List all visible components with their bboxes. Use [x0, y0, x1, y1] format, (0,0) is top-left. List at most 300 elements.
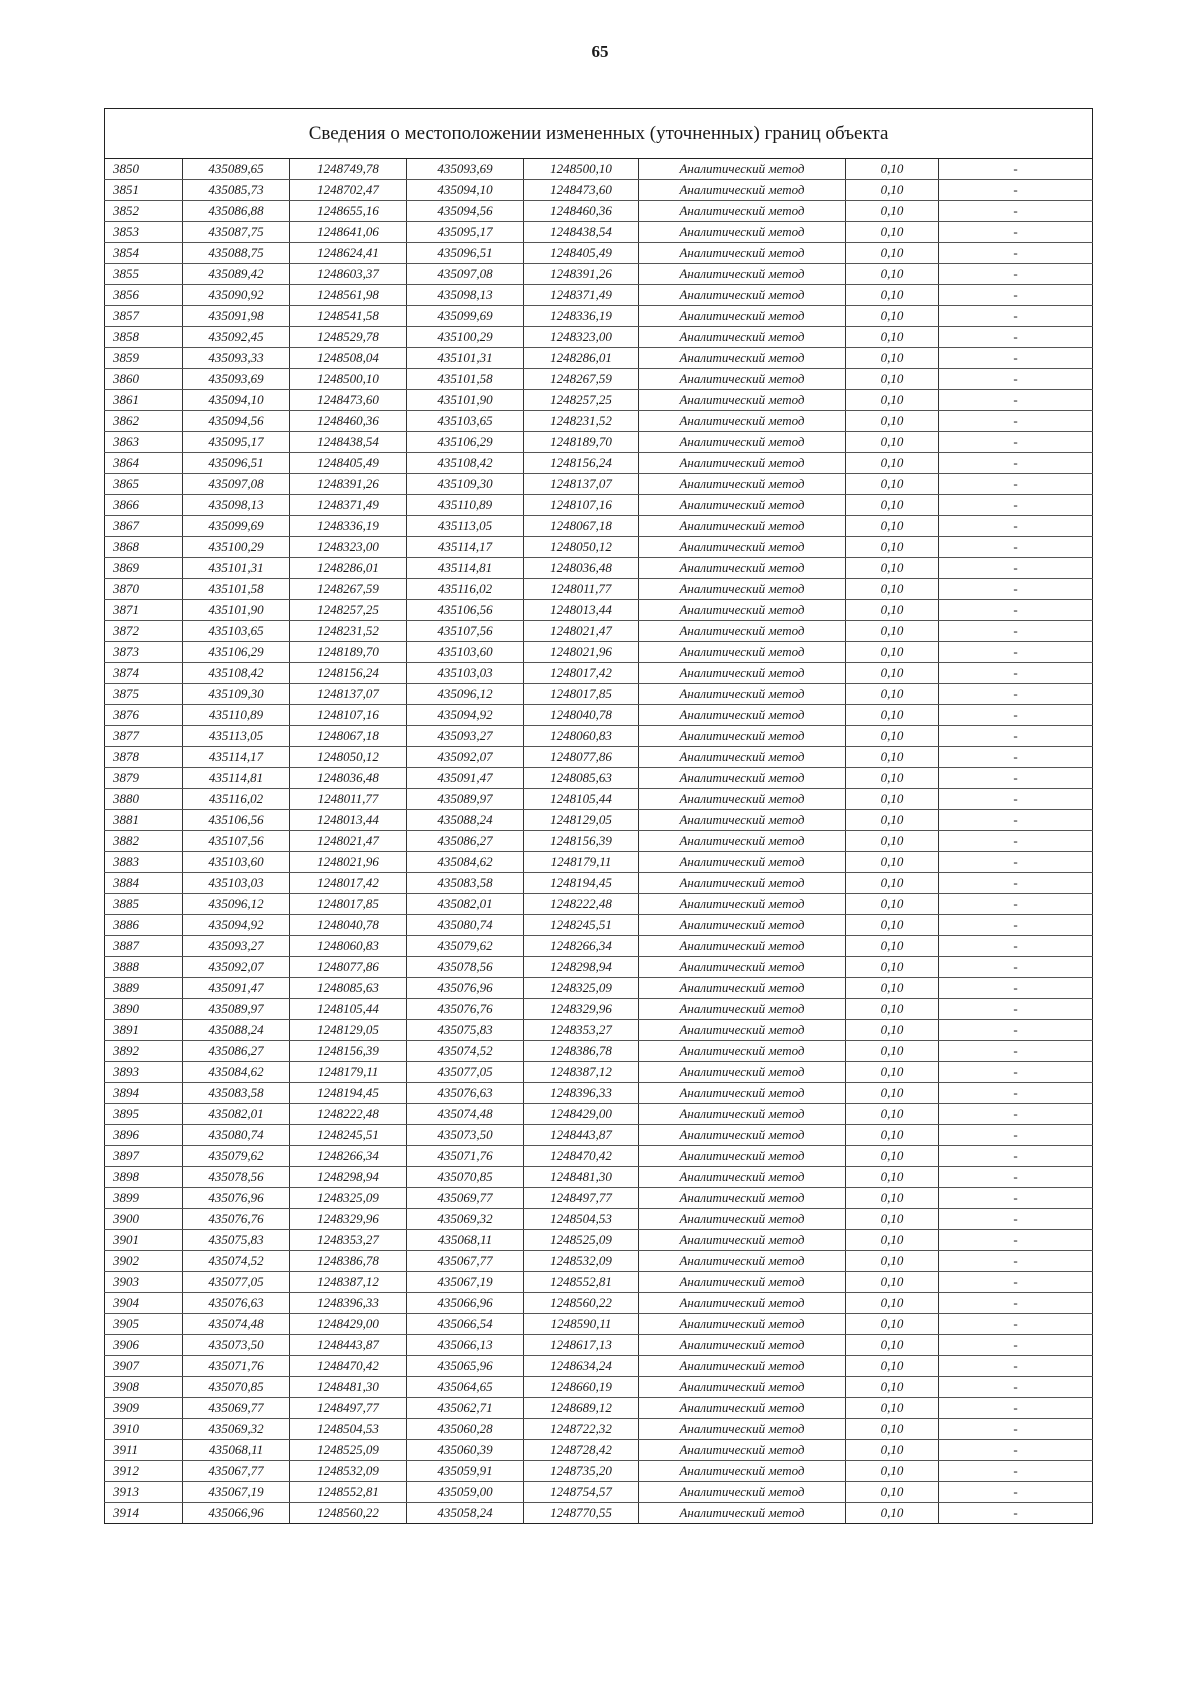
- cell-x-refined: 435107,56: [407, 621, 524, 642]
- cell-y-existing: 1248470,42: [290, 1356, 407, 1377]
- cell-point-number: 3876: [105, 705, 183, 726]
- cell-y-refined: 1248353,27: [524, 1020, 639, 1041]
- table-row: [105, 1272, 1093, 1293]
- cell-method: Аналитический метод: [639, 1419, 846, 1440]
- cell-y-existing: 1248060,83: [290, 936, 407, 957]
- table-row: [105, 831, 1093, 852]
- cell-x-refined: 435114,81: [407, 558, 524, 579]
- cell-accuracy: 0,10: [846, 1251, 939, 1272]
- cell-note: -: [939, 390, 1093, 411]
- cell-y-refined: 1248387,12: [524, 1062, 639, 1083]
- cell-y-existing: 1248266,34: [290, 1146, 407, 1167]
- cell-y-refined: 1248396,33: [524, 1083, 639, 1104]
- cell-x-existing: 435114,81: [183, 768, 290, 789]
- table-row: [105, 1146, 1093, 1167]
- table-row: [105, 390, 1093, 411]
- cell-note: -: [939, 327, 1093, 348]
- cell-method: Аналитический метод: [639, 873, 846, 894]
- cell-method: Аналитический метод: [639, 999, 846, 1020]
- table-row: [105, 1251, 1093, 1272]
- cell-method: Аналитический метод: [639, 1503, 846, 1524]
- cell-x-existing: 435096,51: [183, 453, 290, 474]
- cell-x-existing: 435088,75: [183, 243, 290, 264]
- cell-y-refined: 1248470,42: [524, 1146, 639, 1167]
- cell-x-refined: 435068,11: [407, 1230, 524, 1251]
- cell-method: Аналитический метод: [639, 264, 846, 285]
- cell-accuracy: 0,10: [846, 642, 939, 663]
- cell-point-number: 3889: [105, 978, 183, 999]
- cell-method: Аналитический метод: [639, 1041, 846, 1062]
- cell-point-number: 3874: [105, 663, 183, 684]
- cell-y-refined: 1248722,32: [524, 1419, 639, 1440]
- cell-accuracy: 0,10: [846, 1440, 939, 1461]
- cell-x-existing: 435093,33: [183, 348, 290, 369]
- cell-method: Аналитический метод: [639, 1461, 846, 1482]
- cell-point-number: 3850: [105, 159, 183, 180]
- cell-accuracy: 0,10: [846, 369, 939, 390]
- cell-x-existing: 435114,17: [183, 747, 290, 768]
- cell-accuracy: 0,10: [846, 1503, 939, 1524]
- cell-y-existing: 1248105,44: [290, 999, 407, 1020]
- cell-method: Аналитический метод: [639, 579, 846, 600]
- cell-point-number: 3899: [105, 1188, 183, 1209]
- cell-note: -: [939, 915, 1093, 936]
- cell-note: -: [939, 1125, 1093, 1146]
- table-row: [105, 1020, 1093, 1041]
- cell-method: Аналитический метод: [639, 180, 846, 201]
- cell-y-existing: 1248497,77: [290, 1398, 407, 1419]
- cell-point-number: 3905: [105, 1314, 183, 1335]
- cell-x-existing: 435069,77: [183, 1398, 290, 1419]
- cell-accuracy: 0,10: [846, 306, 939, 327]
- cell-method: Аналитический метод: [639, 1125, 846, 1146]
- cell-point-number: 3866: [105, 495, 183, 516]
- cell-y-refined: 1248266,34: [524, 936, 639, 957]
- cell-accuracy: 0,10: [846, 411, 939, 432]
- cell-y-existing: 1248443,87: [290, 1335, 407, 1356]
- cell-y-existing: 1248245,51: [290, 1125, 407, 1146]
- cell-point-number: 3907: [105, 1356, 183, 1377]
- cell-method: Аналитический метод: [639, 1083, 846, 1104]
- cell-point-number: 3901: [105, 1230, 183, 1251]
- cell-y-existing: 1248021,96: [290, 852, 407, 873]
- cell-x-existing: 435084,62: [183, 1062, 290, 1083]
- cell-x-existing: 435095,17: [183, 432, 290, 453]
- cell-point-number: 3872: [105, 621, 183, 642]
- cell-method: Аналитический метод: [639, 495, 846, 516]
- cell-note: -: [939, 957, 1093, 978]
- cell-y-refined: 1248429,00: [524, 1104, 639, 1125]
- table-row: [105, 789, 1093, 810]
- cell-note: -: [939, 1083, 1093, 1104]
- cell-accuracy: 0,10: [846, 1482, 939, 1503]
- cell-method: Аналитический метод: [639, 621, 846, 642]
- table-row: [105, 1503, 1093, 1524]
- cell-accuracy: 0,10: [846, 1125, 939, 1146]
- table-row: [105, 705, 1093, 726]
- cell-x-refined: 435091,47: [407, 768, 524, 789]
- cell-y-refined: 1248267,59: [524, 369, 639, 390]
- cell-point-number: 3879: [105, 768, 183, 789]
- cell-note: -: [1013, 1505, 1018, 1520]
- cell-x-refined: 435113,05: [407, 516, 524, 537]
- cell-y-existing: 1248017,42: [290, 873, 407, 894]
- cell-note: -: [939, 1272, 1093, 1293]
- cell-y-existing: 1248017,85: [290, 894, 407, 915]
- cell-x-refined: 435093,27: [407, 726, 524, 747]
- cell-y-existing: 1248438,54: [290, 432, 407, 453]
- cell-y-existing: 1248077,86: [290, 957, 407, 978]
- cell-y-refined: 1248617,13: [524, 1335, 639, 1356]
- cell-accuracy: 0,10: [846, 600, 939, 621]
- cell-point-number: 3880: [105, 789, 183, 810]
- cell-note: -: [939, 873, 1093, 894]
- cell-x-existing: 435106,29: [183, 642, 290, 663]
- cell-point-number: 3887: [105, 936, 183, 957]
- cell-note: -: [939, 411, 1093, 432]
- table-row: [105, 1125, 1093, 1146]
- table-row: [105, 1461, 1093, 1482]
- cell-x-existing: 435092,07: [183, 957, 290, 978]
- table-row: [105, 957, 1093, 978]
- cell-x-existing: 435101,90: [183, 600, 290, 621]
- cell-x-existing: 435101,58: [183, 579, 290, 600]
- cell-y-refined: 1248754,57: [524, 1482, 639, 1503]
- cell-y-refined: 1248245,51: [524, 915, 639, 936]
- cell-y-refined: 1248060,83: [524, 726, 639, 747]
- cell-x-existing: 435071,76: [183, 1356, 290, 1377]
- cell-x-existing: 435096,12: [183, 894, 290, 915]
- cell-y-refined: 1248500,10: [524, 159, 639, 180]
- cell-method: Аналитический метод: [639, 516, 846, 537]
- cell-point-number: 3888: [105, 957, 183, 978]
- table-row: [105, 285, 1093, 306]
- cell-note: -: [939, 1062, 1093, 1083]
- cell-point-number: 3864: [105, 453, 183, 474]
- cell-note: -: [939, 264, 1093, 285]
- cell-x-existing: 435103,65: [183, 621, 290, 642]
- cell-x-existing: 435076,63: [183, 1293, 290, 1314]
- cell-y-refined: 1248552,81: [524, 1272, 639, 1293]
- table-row: [105, 432, 1093, 453]
- cell-y-refined: 1248085,63: [524, 768, 639, 789]
- cell-point-number: 3863: [105, 432, 183, 453]
- cell-x-refined: 435094,56: [407, 201, 524, 222]
- cell-point-number: 3890: [105, 999, 183, 1020]
- cell-note: -: [939, 768, 1093, 789]
- cell-x-refined: 435094,10: [407, 180, 524, 201]
- cell-point-number: 3869: [105, 558, 183, 579]
- cell-y-existing: 1248504,53: [290, 1419, 407, 1440]
- cell-y-existing: 1248508,04: [290, 348, 407, 369]
- cell-y-existing: 1248561,98: [290, 285, 407, 306]
- cell-y-existing: 1248371,49: [290, 495, 407, 516]
- cell-x-existing: 435093,27: [183, 936, 290, 957]
- cell-accuracy: 0,10: [846, 558, 939, 579]
- table-row: [105, 978, 1093, 999]
- cell-note: -: [939, 1398, 1093, 1419]
- cell-accuracy: 0,10: [846, 1398, 939, 1419]
- cell-x-refined: 435103,65: [407, 411, 524, 432]
- cell-x-refined: 435076,63: [407, 1083, 524, 1104]
- cell-point-number: 3898: [105, 1167, 183, 1188]
- cell-x-existing: 435075,83: [183, 1230, 290, 1251]
- table-row: [105, 1398, 1093, 1419]
- cell-accuracy: 0,10: [846, 726, 939, 747]
- cell-x-refined: 435094,92: [407, 705, 524, 726]
- cell-method: Аналитический метод: [639, 1335, 846, 1356]
- cell-method: Аналитический метод: [639, 957, 846, 978]
- table-row: [105, 1293, 1093, 1314]
- cell-method: Аналитический метод: [639, 390, 846, 411]
- cell-y-refined: 1248560,22: [524, 1293, 639, 1314]
- cell-note: -: [939, 810, 1093, 831]
- cell-point-number: 3860: [105, 369, 183, 390]
- cell-y-existing: 1248702,47: [290, 180, 407, 201]
- cell-x-refined: 435060,39: [407, 1440, 524, 1461]
- cell-point-number: 3859: [105, 348, 183, 369]
- cell-y-refined: 1248634,24: [524, 1356, 639, 1377]
- table-row: [105, 1230, 1093, 1251]
- cell-method: Аналитический метод: [639, 201, 846, 222]
- cell-x-refined: 435100,29: [407, 327, 524, 348]
- cell-y-refined: 1248017,85: [524, 684, 639, 705]
- cell-y-existing: 1248386,78: [290, 1251, 407, 1272]
- cell-accuracy: 0,10: [846, 789, 939, 810]
- cell-method: Аналитический метод: [639, 1356, 846, 1377]
- cell-method: Аналитический метод: [639, 915, 846, 936]
- cell-method: Аналитический метод: [639, 1251, 846, 1272]
- cell-accuracy: 0,10: [846, 180, 939, 201]
- cell-y-existing: 1248189,70: [290, 642, 407, 663]
- cell-accuracy: 0,10: [846, 495, 939, 516]
- table-row: [105, 600, 1093, 621]
- cell-note: -: [939, 663, 1093, 684]
- cell-x-existing: 435100,29: [183, 537, 290, 558]
- cell-y-existing: 1248641,06: [290, 222, 407, 243]
- cell-y-refined: 1248105,44: [524, 789, 639, 810]
- cell-x-refined: 435066,54: [407, 1314, 524, 1335]
- cell-note: -: [939, 1251, 1093, 1272]
- cell-accuracy: 0,10: [846, 1335, 939, 1356]
- cell-accuracy: 0,10: [846, 936, 939, 957]
- cell-point-number: 3871: [105, 600, 183, 621]
- cell-note: -: [939, 1419, 1093, 1440]
- cell-x-refined: 435077,05: [407, 1062, 524, 1083]
- cell-y-refined: 1248156,39: [524, 831, 639, 852]
- cell-x-existing: 435070,85: [183, 1377, 290, 1398]
- cell-note: -: [939, 306, 1093, 327]
- table-row: [105, 852, 1093, 873]
- cell-y-refined: 1248590,11: [524, 1314, 639, 1335]
- cell-point-number: 3903: [105, 1272, 183, 1293]
- cell-note: -: [939, 621, 1093, 642]
- cell-x-refined: 435101,31: [407, 348, 524, 369]
- table-row: [105, 1167, 1093, 1188]
- cell-point-number: 3865: [105, 474, 183, 495]
- table-row: [105, 180, 1093, 201]
- cell-y-existing: 1248323,00: [290, 537, 407, 558]
- cell-x-refined: 435106,29: [407, 432, 524, 453]
- cell-accuracy: 0,10: [846, 1188, 939, 1209]
- cell-x-refined: 435066,13: [407, 1335, 524, 1356]
- cell-x-existing: 435094,56: [183, 411, 290, 432]
- cell-x-refined: 435084,62: [407, 852, 524, 873]
- cell-method: Аналитический метод: [639, 747, 846, 768]
- cell-point-number: 3892: [105, 1041, 183, 1062]
- cell-point-number: 3909: [105, 1398, 183, 1419]
- cell-x-refined: 435069,77: [407, 1188, 524, 1209]
- cell-x-refined: 435101,58: [407, 369, 524, 390]
- cell-method: Аналитический метод: [639, 789, 846, 810]
- cell-method: Аналитический метод: [639, 663, 846, 684]
- cell-y-refined: 1248386,78: [524, 1041, 639, 1062]
- cell-y-existing: 1248325,09: [290, 1188, 407, 1209]
- cell-accuracy: 0,10: [846, 1083, 939, 1104]
- cell-accuracy: 0,10: [846, 1314, 939, 1335]
- table-row: [105, 1188, 1093, 1209]
- cell-point-number: 3912: [105, 1461, 183, 1482]
- cell-x-refined: 435064,65: [407, 1377, 524, 1398]
- cell-note: -: [939, 726, 1093, 747]
- table-row: [105, 1482, 1093, 1503]
- cell-x-existing: 435092,45: [183, 327, 290, 348]
- cell-note: -: [939, 1356, 1093, 1377]
- cell-point-number: 3910: [105, 1419, 183, 1440]
- cell-x-existing: 435091,47: [183, 978, 290, 999]
- cell-accuracy: 0,10: [846, 159, 939, 180]
- table-row: [105, 1335, 1093, 1356]
- cell-note: -: [939, 474, 1093, 495]
- cell-x-existing: 435110,89: [183, 705, 290, 726]
- coordinates-table: [104, 108, 1093, 1524]
- cell-y-existing: 1248085,63: [290, 978, 407, 999]
- cell-y-refined: 1248735,20: [524, 1461, 639, 1482]
- cell-method: Аналитический метод: [639, 1398, 846, 1419]
- cell-y-existing: 1248532,09: [290, 1461, 407, 1482]
- cell-method: Аналитический метод: [639, 558, 846, 579]
- cell-y-refined: 1248137,07: [524, 474, 639, 495]
- cell-note: -: [939, 642, 1093, 663]
- cell-x-refined: 435062,71: [407, 1398, 524, 1419]
- cell-accuracy: 0,10: [846, 1104, 939, 1125]
- cell-point-number: 3867: [105, 516, 183, 537]
- cell-point-number: 3870: [105, 579, 183, 600]
- cell-point-number: 3852: [105, 201, 183, 222]
- cell-x-existing: 435073,50: [183, 1335, 290, 1356]
- cell-method: Аналитический метод: [639, 306, 846, 327]
- cell-note: -: [939, 369, 1093, 390]
- cell-note: -: [939, 1209, 1093, 1230]
- cell-y-refined: 1248660,19: [524, 1377, 639, 1398]
- cell-method: Аналитический метод: [639, 411, 846, 432]
- cell-x-existing: 435116,02: [183, 789, 290, 810]
- cell-x-existing: 435103,60: [183, 852, 290, 873]
- cell-note: -: [939, 789, 1093, 810]
- table-row: [105, 558, 1093, 579]
- cell-x-existing: 435094,92: [183, 915, 290, 936]
- cell-x-existing: 435101,31: [183, 558, 290, 579]
- cell-x-existing: 435086,27: [183, 1041, 290, 1062]
- cell-note: -: [939, 1167, 1093, 1188]
- cell-point-number: 3896: [105, 1125, 183, 1146]
- cell-y-existing: 1248107,16: [290, 705, 407, 726]
- cell-method: Аналитический метод: [639, 1104, 846, 1125]
- cell-y-refined: 1248067,18: [524, 516, 639, 537]
- cell-x-existing: 435089,65: [183, 159, 290, 180]
- cell-x-refined: 435114,17: [407, 537, 524, 558]
- cell-method: Аналитический метод: [639, 1440, 846, 1461]
- cell-point-number: 3897: [105, 1146, 183, 1167]
- cell-accuracy: 0,10: [846, 1041, 939, 1062]
- cell-point-number: 3855: [105, 264, 183, 285]
- cell-note: -: [939, 747, 1093, 768]
- table-row: [105, 642, 1093, 663]
- table-row: [105, 495, 1093, 516]
- cell-x-existing: 435069,32: [183, 1419, 290, 1440]
- cell-accuracy: 0,10: [846, 243, 939, 264]
- cell-y-refined: 1248405,49: [524, 243, 639, 264]
- cell-point-number: 3908: [105, 1377, 183, 1398]
- cell-y-existing: 1248624,41: [290, 243, 407, 264]
- cell-y-existing: 1248036,48: [290, 768, 407, 789]
- cell-method: Аналитический метод: [639, 1230, 846, 1251]
- cell-note: -: [939, 1146, 1093, 1167]
- cell-point-number: 3873: [105, 642, 183, 663]
- cell-x-refined: 435101,90: [407, 390, 524, 411]
- cell-note: -: [939, 1188, 1093, 1209]
- cell-y-existing: 1248067,18: [290, 726, 407, 747]
- cell-accuracy: 0,10: [846, 474, 939, 495]
- cell-y-refined: 1248156,24: [524, 453, 639, 474]
- table-row: [105, 810, 1093, 831]
- cell-x-refined: 435083,58: [407, 873, 524, 894]
- cell-note: -: [939, 579, 1093, 600]
- cell-y-existing: 1248286,01: [290, 558, 407, 579]
- cell-x-existing: 435082,01: [183, 1104, 290, 1125]
- cell-y-existing: 1248396,33: [290, 1293, 407, 1314]
- cell-method: Аналитический метод: [639, 453, 846, 474]
- cell-note: -: [939, 999, 1093, 1020]
- cell-x-refined: 435067,77: [407, 1251, 524, 1272]
- table-row: [105, 579, 1093, 600]
- cell-point-number: 3883: [105, 852, 183, 873]
- cell-y-refined: 1248460,36: [524, 201, 639, 222]
- cell-x-refined: 435066,96: [407, 1293, 524, 1314]
- cell-accuracy: 0,10: [846, 621, 939, 642]
- cell-accuracy: 0,10: [846, 453, 939, 474]
- table-row: [105, 222, 1093, 243]
- cell-y-existing: 1248137,07: [290, 684, 407, 705]
- table-row: [105, 747, 1093, 768]
- cell-y-refined: 1248336,19: [524, 306, 639, 327]
- page-number: 65: [591, 42, 609, 61]
- table-row: [105, 264, 1093, 285]
- cell-accuracy: 0,10: [846, 873, 939, 894]
- cell-x-refined: 435078,56: [407, 957, 524, 978]
- cell-method: Аналитический метод: [639, 726, 846, 747]
- cell-x-existing: 435080,74: [183, 1125, 290, 1146]
- cell-y-existing: 1248257,25: [290, 600, 407, 621]
- cell-y-refined: 1248371,49: [524, 285, 639, 306]
- cell-x-existing: 435086,88: [183, 201, 290, 222]
- cell-note: -: [939, 600, 1093, 621]
- cell-x-refined: 435079,62: [407, 936, 524, 957]
- cell-accuracy: 0,10: [846, 1419, 939, 1440]
- table-row: [105, 1041, 1093, 1062]
- cell-note: -: [939, 516, 1093, 537]
- cell-x-existing: 435089,42: [183, 264, 290, 285]
